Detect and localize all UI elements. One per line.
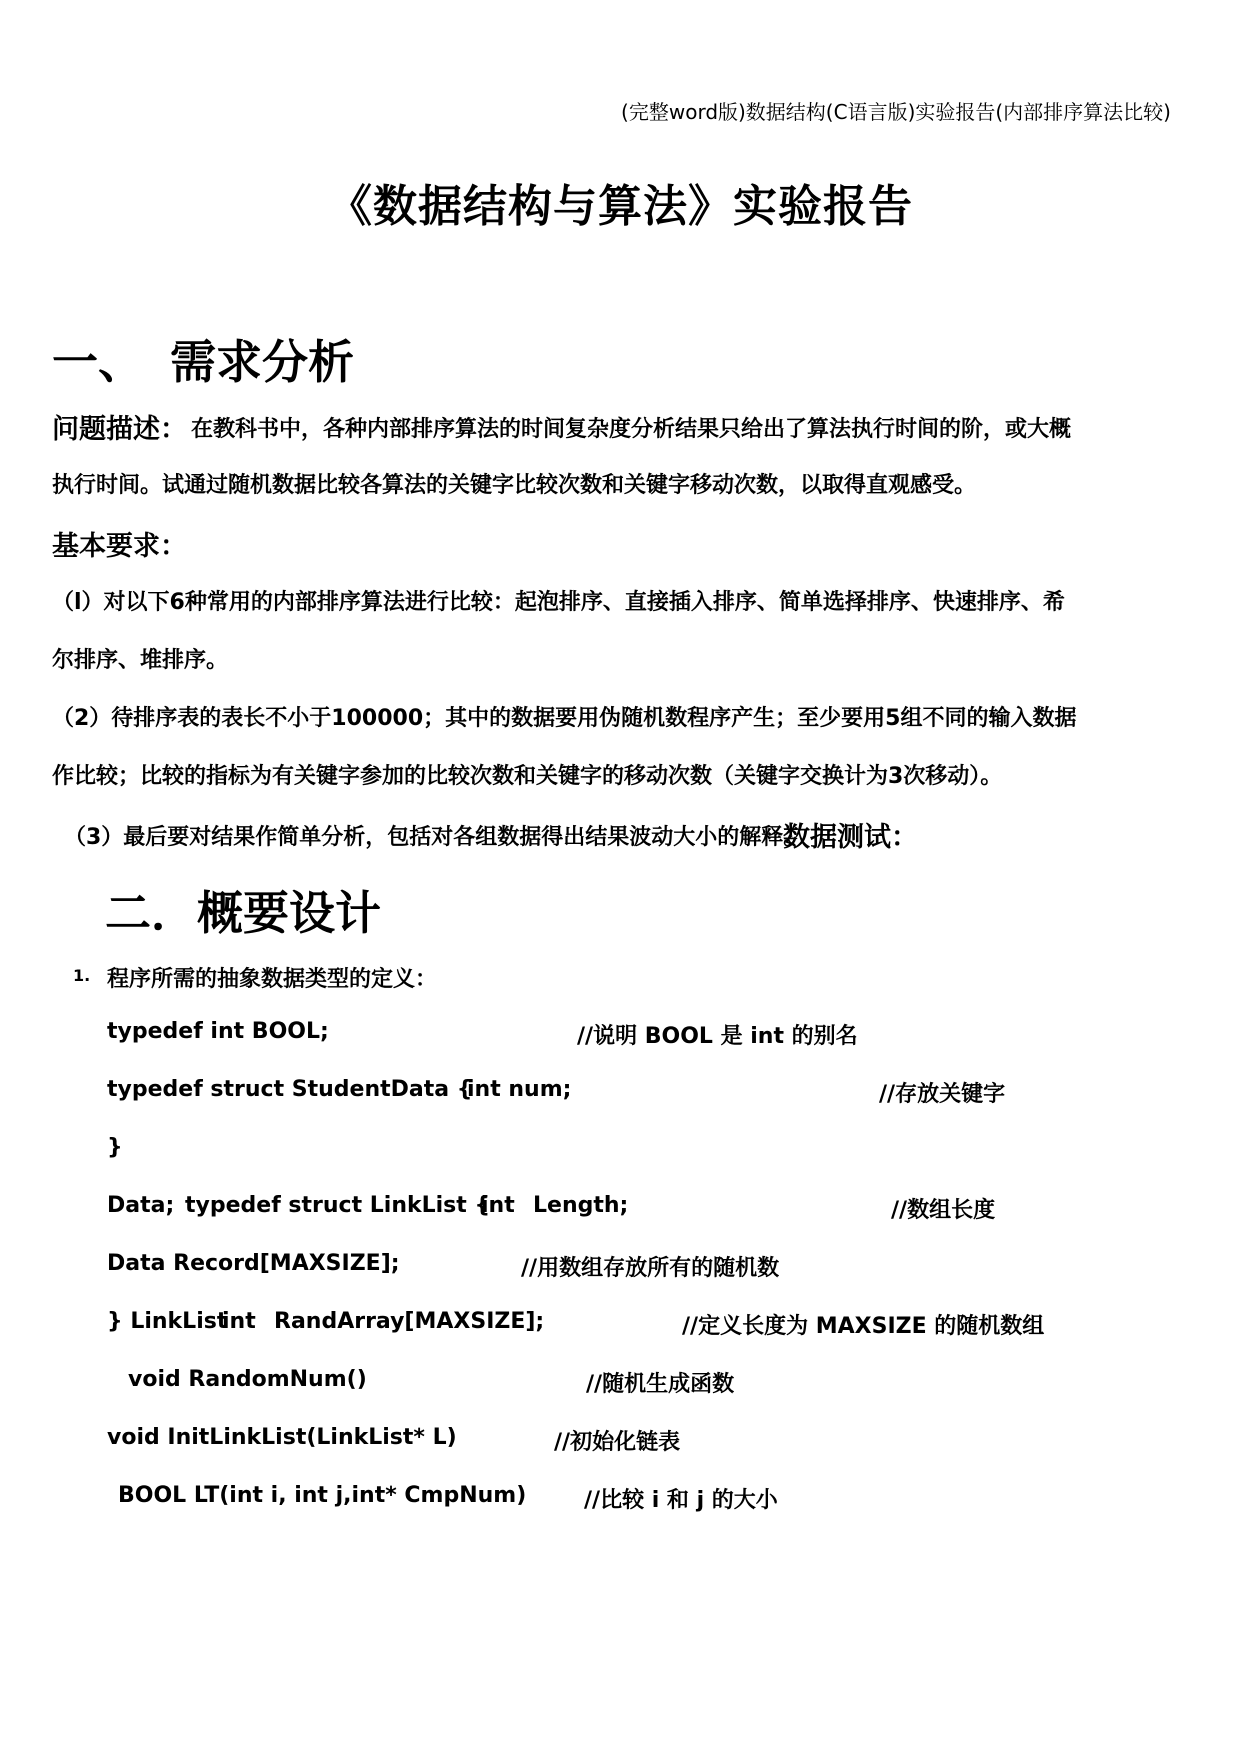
code-line-7: void RandomNum() xyxy=(128,1367,367,1392)
requirement-2-line-2: 作比较；比较的指标为有关键字参加的比较次数和关键字的移动次数（关键字交换计为3次移动）。 xyxy=(52,764,1003,789)
code-comment-1: //说明 BOOL 是 int 的别名 xyxy=(577,1024,858,1049)
code-comment-5: //用数组存放所有的随机数 xyxy=(521,1256,780,1281)
requirement-1-line-2: 尔排序、堆排序。 xyxy=(52,648,229,673)
code-line-4b: typedef struct LinkList { xyxy=(185,1193,491,1218)
code-line-4: Data; xyxy=(107,1193,175,1218)
requirement-3: （3）最后要对结果作简单分析，包括对各组数据得出结果波动大小的解释。 xyxy=(64,825,806,850)
section1-number: 一、 xyxy=(52,335,144,389)
code-comment-6: //定义长度为 MAXSIZE 的随机数组 xyxy=(682,1314,1045,1339)
adt-definition-heading: 程序所需的抽象数据类型的定义： xyxy=(107,967,438,992)
code-comment-8: //初始化链表 xyxy=(554,1430,681,1455)
code-line-6: } LinkList xyxy=(107,1309,228,1334)
section1-heading: 需求分析 xyxy=(170,335,354,389)
code-comment-4: //数组长度 xyxy=(891,1198,996,1223)
code-comment-7: //随机生成函数 xyxy=(586,1372,735,1397)
document-title: 《数据结构与算法》实验报告 xyxy=(328,181,913,232)
code-line-9: BOOL LT(int i, int j,int* CmpNum) xyxy=(118,1483,527,1508)
code-line-1: typedef int BOOL; xyxy=(107,1019,329,1044)
requirement-2-line-1: （2）待排序表的表长不小于100000；其中的数据要用伪随机数程序产生；至少要用5组不同的输入数据 xyxy=(52,706,1077,731)
code-line-5: Data Record[MAXSIZE]; xyxy=(107,1251,400,1276)
problem-line-2: 执行时间。试通过随机数据比较各算法的关键字比较次数和关键字移动次数，以取得直观感受。 xyxy=(52,473,977,498)
code-line-3: } xyxy=(107,1135,123,1160)
running-header: (完整word版)数据结构(C语言版)实验报告(内部排序算法比较) xyxy=(621,100,1171,124)
code-line-4c: int xyxy=(481,1193,515,1218)
code-line-8: void InitLinkList(LinkList* L) xyxy=(107,1425,457,1450)
list-item-number: 1. xyxy=(73,966,91,985)
code-line-4d: Length; xyxy=(533,1193,629,1218)
requirement-1-line-1: （l）对以下6种常用的内部排序算法进行比较：起泡排序、直接插入排序、简单选择排序、快速排序、希 xyxy=(52,590,1065,615)
code-line-6b: int xyxy=(222,1309,256,1334)
code-line-2: typedef struct StudentData { xyxy=(107,1077,473,1102)
problem-line-1: 在教科书中，各种内部排序算法的时间复杂度分析结果只给出了算法执行时间的阶，或大概 xyxy=(191,417,1072,442)
section2-heading: 二．概要设计 xyxy=(105,886,381,940)
problem-label: 问题描述： xyxy=(52,414,187,445)
data-test-label: 数据测试： xyxy=(783,822,918,853)
code-comment-9: //比较 i 和 j 的大小 xyxy=(584,1488,778,1513)
code-line-6c: RandArray[MAXSIZE]; xyxy=(274,1309,545,1334)
code-line-2b: int num; xyxy=(467,1077,572,1102)
basic-requirements-label: 基本要求： xyxy=(52,531,187,562)
code-comment-2: //存放关键字 xyxy=(879,1082,1006,1107)
